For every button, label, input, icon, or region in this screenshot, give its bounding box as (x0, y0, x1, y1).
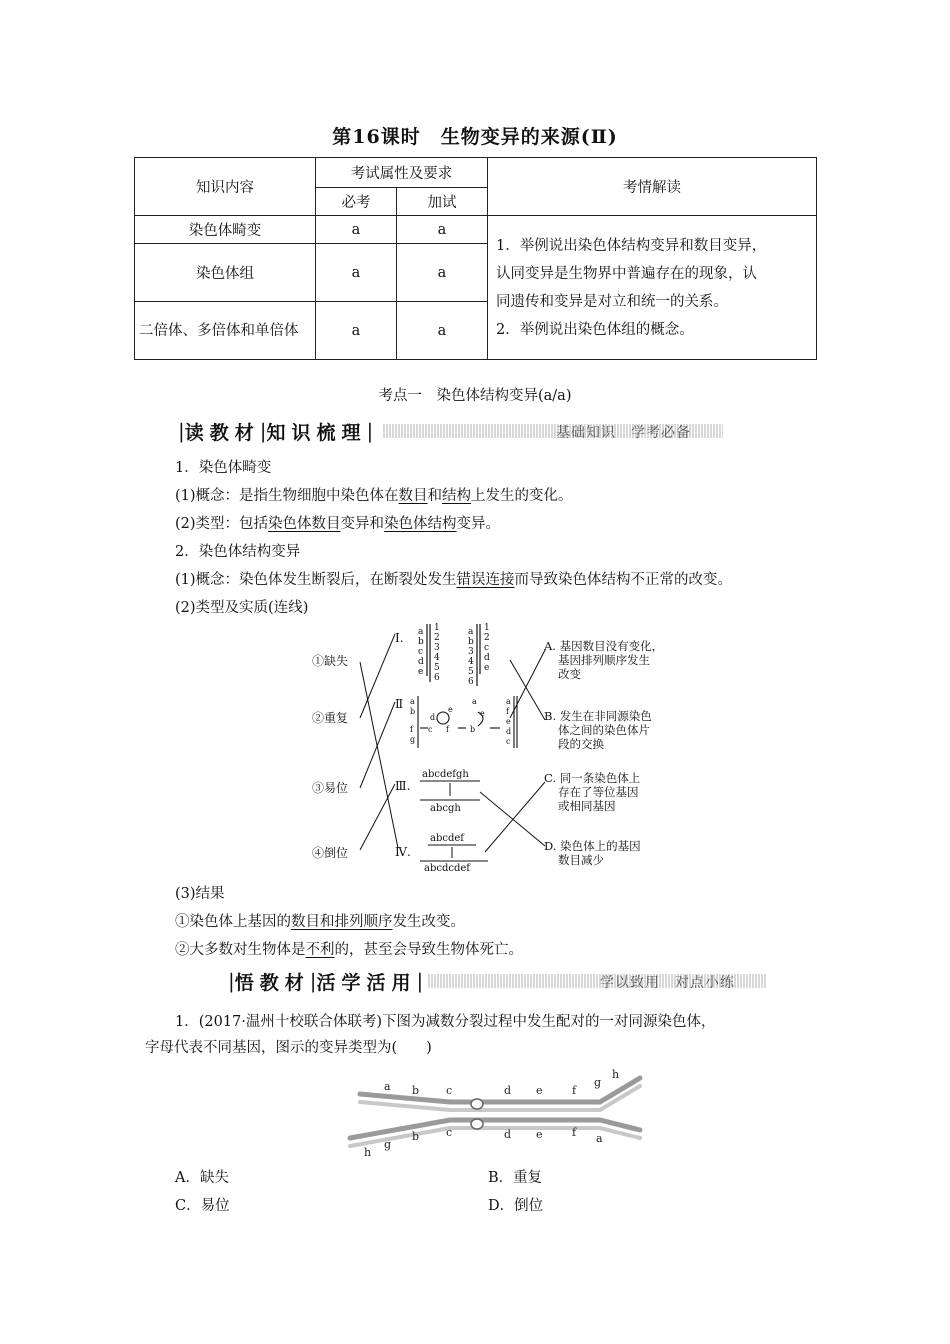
svg-text:e: e (480, 709, 485, 718)
iii-top: abcdefgh (422, 769, 469, 780)
svg-text:3: 3 (468, 647, 474, 657)
svg-text:段的交换: 段的交换 (558, 737, 604, 751)
header-content: 知识内容 (135, 158, 316, 216)
roman-label: Ⅲ. (395, 779, 411, 793)
left-label: ②重复 (312, 711, 349, 725)
svg-text:1: 1 (484, 623, 490, 633)
svg-text:d: d (418, 657, 424, 667)
iii-bottom: abcgh (430, 803, 461, 814)
svg-text:c: c (506, 737, 511, 746)
svg-text:f: f (572, 1084, 577, 1097)
interpret-line: 认同变异是生物界中普遍存在的现象，认 (496, 265, 757, 282)
svg-text:c: c (428, 725, 433, 734)
svg-text:5: 5 (468, 667, 474, 677)
svg-text:b: b (412, 1084, 420, 1097)
svg-text:f: f (410, 725, 413, 734)
svg-text:4: 4 (468, 657, 474, 667)
svg-text:a: a (596, 1132, 603, 1145)
left-label: ①缺失 (312, 654, 349, 668)
banner-tag: 学以致用 对点小练 (600, 975, 735, 991)
svg-text:存在了等位基因: 存在了等位基因 (558, 785, 639, 799)
svg-text:f: f (506, 707, 509, 716)
row-plus: a (397, 216, 488, 244)
svg-text:h: h (364, 1146, 372, 1159)
option-d[interactable]: D．倒位 (488, 1198, 544, 1214)
svg-text:e: e (536, 1084, 543, 1097)
left-label: ③易位 (312, 781, 349, 795)
roman-label: Ⅱ (395, 697, 404, 711)
svg-text:c: c (446, 1084, 453, 1097)
svg-text:a: a (472, 697, 477, 706)
svg-text:g: g (384, 1138, 392, 1151)
svg-text:a: a (468, 627, 474, 637)
svg-text:a: a (506, 697, 511, 706)
banner-mark: 读教材 (184, 421, 260, 444)
banner-mark: 悟教材 (234, 971, 310, 994)
banner-mark: 活学活用 (316, 971, 417, 994)
synapsis-diagram (340, 1068, 670, 1160)
svg-text:3: 3 (434, 643, 440, 653)
structure-variation-diagram (300, 620, 700, 876)
banner-tag: 基础知识 学考必备 (556, 425, 691, 441)
svg-text:c: c (446, 1126, 453, 1139)
svg-text:2: 2 (434, 633, 440, 643)
svg-text:基因排列顺序发生: 基因排列顺序发生 (558, 653, 650, 667)
svg-text:b: b (412, 1130, 420, 1143)
svg-text:5: 5 (434, 663, 440, 673)
svg-text:d: d (484, 653, 490, 663)
svg-text:或相同基因: 或相同基因 (558, 799, 616, 813)
iv-top: abcdef (430, 833, 464, 844)
svg-text:c: c (484, 643, 490, 653)
paragraph: (3)结果 (175, 886, 225, 902)
svg-text:e: e (484, 663, 490, 673)
question-text: 1．(2017·温州十校联合体联考)下图为减数分裂过程中发生配对的一对同源染色体， (175, 1014, 716, 1030)
paragraph: ②大多数对生物体是不利的，甚至会导致生物体死亡。 (175, 942, 523, 958)
right-label: A. 基因数目没有变化， (544, 639, 664, 653)
question-text: 字母代表不同基因，图示的变异类型为( ) (145, 1040, 432, 1056)
header-interpret: 考情解读 (488, 158, 817, 216)
svg-text:e: e (536, 1128, 543, 1141)
svg-text:f: f (446, 725, 449, 734)
left-label: ④倒位 (312, 846, 349, 860)
paragraph: (2)类型：包括染色体数目变异和染色体结构变异。 (175, 516, 501, 532)
right-label: B. 发生在非同源染色 (544, 709, 652, 723)
svg-text:4: 4 (434, 653, 440, 663)
option-a[interactable]: A．缺失 (175, 1170, 229, 1186)
row-must: a (316, 216, 397, 244)
svg-text:e: e (506, 717, 511, 726)
row-must: a (316, 244, 397, 302)
roman-label: Ⅰ. (395, 631, 404, 645)
interpret-cell (488, 216, 817, 360)
svg-text:g: g (410, 735, 416, 744)
svg-text:g: g (594, 1076, 602, 1089)
svg-text:f: f (572, 1126, 577, 1139)
row-plus: a (397, 302, 488, 360)
svg-text:b: b (410, 707, 416, 716)
paragraph: (1)概念：染色体发生断裂后，在断裂处发生错误连接而导致染色体结构不正常的改变。 (175, 572, 733, 588)
right-label: D. 染色体上的基因 (544, 839, 641, 853)
heading-2: 2．染色体结构变异 (175, 544, 301, 560)
svg-text:e: e (448, 705, 453, 714)
svg-text:a: a (384, 1080, 391, 1093)
svg-text:体之间的染色体片: 体之间的染色体片 (558, 723, 650, 737)
svg-text:c: c (418, 647, 424, 657)
svg-text:6: 6 (468, 677, 474, 687)
svg-text:2: 2 (484, 633, 490, 643)
right-label: C. 同一条染色体上 (544, 771, 641, 785)
header-plus: 加试 (397, 188, 488, 216)
svg-text:b: b (418, 637, 424, 647)
svg-text:b: b (468, 637, 474, 647)
page-title: 第16课时 生物变异的来源(Ⅱ) (332, 126, 618, 148)
paragraph: (2)类型及实质(连线) (175, 600, 309, 616)
svg-text:6: 6 (434, 673, 440, 683)
banner-mark: 知识梳理 (266, 421, 367, 444)
row-name: 二倍体、多倍体和单倍体 (135, 302, 316, 360)
option-c[interactable]: C．易位 (175, 1198, 230, 1214)
section-heading: 考点一 染色体结构变异(a/a) (378, 388, 572, 404)
row-name: 染色体组 (135, 244, 316, 302)
paragraph: ①染色体上基因的数目和排列顺序发生改变。 (175, 914, 465, 930)
row-plus: a (397, 244, 488, 302)
svg-text:数目减少: 数目减少 (558, 853, 604, 867)
interpret-line: 2．举例说出染色体组的概念。 (496, 321, 694, 338)
svg-text:a: a (418, 627, 424, 637)
option-b[interactable]: B．重复 (488, 1170, 543, 1186)
svg-text:d: d (430, 713, 436, 722)
svg-text:a: a (410, 697, 415, 706)
svg-text:d: d (506, 727, 512, 736)
svg-text:e: e (418, 667, 424, 677)
heading-1: 1．染色体畸变 (175, 460, 272, 476)
banner-read-textbook: | 读教材 | 知识梳理 | 基础知识 学考必备 (178, 420, 723, 442)
header-attr: 考试属性及要求 (316, 158, 488, 188)
svg-text:1: 1 (434, 623, 440, 633)
iv-bottom: abcdcdef (424, 863, 470, 874)
svg-text:d: d (504, 1128, 512, 1141)
row-must: a (316, 302, 397, 360)
svg-text:d: d (504, 1084, 512, 1097)
svg-text:改变: 改变 (558, 667, 581, 681)
header-must: 必考 (316, 188, 397, 216)
roman-label: Ⅳ. (395, 845, 411, 859)
requirements-table (134, 157, 817, 360)
svg-text:h: h (612, 1068, 620, 1081)
svg-text:b: b (470, 725, 476, 734)
interpret-line: 同遗传和变异是对立和统一的关系。 (496, 293, 728, 310)
banner-use-textbook: | 悟教材 | 活学活用 | 学以致用 对点小练 (228, 970, 766, 992)
paragraph: (1)概念：是指生物细胞中染色体在数目和结构上发生的变化。 (175, 488, 573, 504)
interpret-line: 1．举例说出染色体结构变异和数目变异， (496, 237, 767, 254)
row-name: 染色体畸变 (135, 216, 316, 244)
